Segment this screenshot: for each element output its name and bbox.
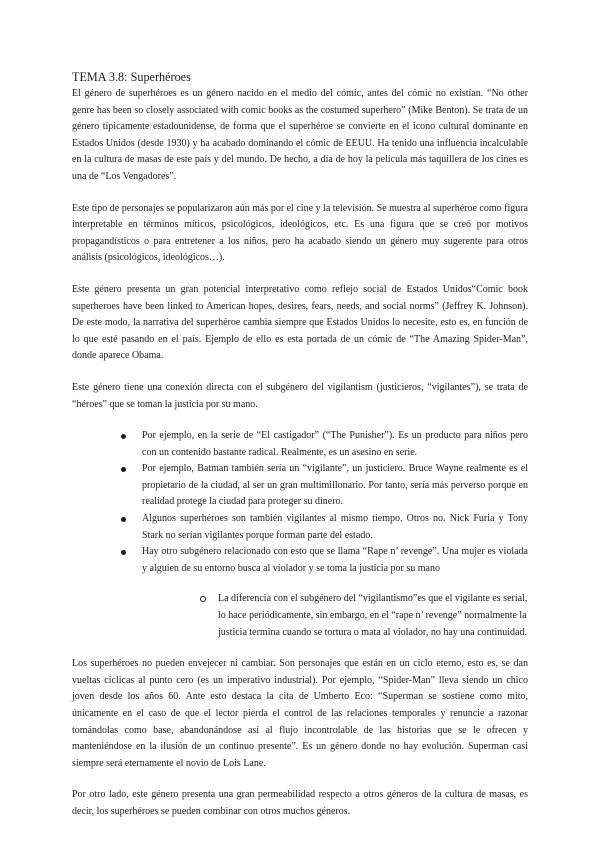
bullet-list <box>72 428 528 577</box>
document-title: TEMA 3.8: Superhéroes <box>72 70 191 84</box>
sub-bullet-text: La diferencia con el subgénero del “vigilantismo”es que el vigilante es serial, lo hace periódicamente, sin embargo, en el “rape n’ revenge” normalmente la justicia termina cuando se tortura o mata al violador, no hay una continuidad. <box>218 593 528 638</box>
bullet-text: Algunos superhéroes son también vigilantes al mismo tiempo. Otros no. Nick Furia y Tony Stark no serían vigilantes porque forman parte del estado. <box>142 513 528 541</box>
bullet-text: Por ejemplo, en la serie de “El castigador” (“The Punisher”). Es un producto para niños pero con un contenido bastante radical. Realmente, es un asesino en serie. <box>142 430 528 458</box>
bullet-dot-icon <box>121 550 126 555</box>
paragraph-gap <box>72 186 528 201</box>
paragraph-eternal-cycle: Los superhéroes no pueden envejecer ni cambiar. Son personajes que están en un ciclo eterno, esto es, se dan vueltas cíclicas al punto cero (es un imperativo industrial). Por ejemplo, “Spider-Man” lleva siendo un chico joven desde los años 60. Ante esto destaca la cita de Umberto Eco: “Superman se sostiene como mito, únicamente en el caso de que el lector pierda el control de las relaciones temporales y renuncie a razonar tomándolas como base, abandonándose así al flujo incontrolable de las historias que se le ofrecen y manteniéndose en la ilusión de un continuo presente”. Es un género donde no hay evolución. Superman casi siempre será eternamente el novio de Lois Lane. <box>72 658 528 769</box>
bullet-dot-icon <box>121 434 126 439</box>
paragraph-gap <box>72 772 528 787</box>
paragraph-popularity: Este tipo de personajes se popularizaron aún más por el cine y la televisión. Se muestra al superhéroe como figura interpretable en términos míticos, psicológicos, ideológicos, etc. Es una figura que se creó por motivos propagandísticos o para entretener a los niños, pero ha acabado siendo un género muy sugerente para otros análisis (psicológicos, ideológicos…). <box>72 202 528 264</box>
bullet-dot-icon <box>121 517 126 522</box>
bullet-item <box>142 544 528 577</box>
bullet-text: Por ejemplo, Batman también sería un “vigilante”, un justiciero. Bruce Wayne realmente es el propietario de la ciudad, al ser un gran multimillonario. Por tanto, sería más perverso porque en realidad protege la ciudad para proteger su dinero. <box>142 463 528 508</box>
paragraph-social-reflection: Este género presenta un gran potencial interpretativo como reflejo social de Estados Unidos“Comic book superheroes have been linked to American hopes, desires, fears, needs, and social norms” (Jeffrey K. Johnson). De este modo, la narrativa del superhéroe cambia siempre que Estados Unidos lo necesite, esto es, en función de lo que esté pasando en el país. Ejemplo de ello es esta portada de un cómic de “The Amazing Spider-Man”, donde aparece Obama. <box>72 283 528 362</box>
paragraph-gap <box>72 267 528 282</box>
paragraph-permeability: Por otro lado, este género presenta una gran permeabilidad respecto a otros géneros de la cultura de masas, es decir, los superhéroes se pueden combinar con otros muchos géneros. <box>72 789 528 817</box>
paragraph-intro: El género de superhéroes es un género nacido en el medio del cómic, antes del cómic no existían. “No other genre has been so closely associated with comic books as the costumed superhero” (Mike Benton). Se trata de un género típicamente estadounidense, de forma que el superhéroe se convierte en el icono cultural dominante en Estados Unidos (desde 1930) y ha acabado dominando el cómic de EEUU. Ha tenido una influencia incalculable en la cultura de masas de este país y del mundo. De hecho, a día de hoy la película más taquillera de los cines es una de “Los Vengadores”. <box>72 88 528 182</box>
paragraph-gap <box>72 641 528 656</box>
bullet-dot-icon <box>121 467 126 472</box>
paragraph-gap <box>72 365 528 380</box>
bullet-text: Hay otro subgénero relacionado con esto que se llama “Rape n’ revenge”. Una mujer es violada y alguien de su entorno busca al violador y se toma la justicia por su mano <box>142 546 528 574</box>
bullet-item <box>142 428 528 461</box>
sub-bullet-item <box>218 591 528 641</box>
bullet-item <box>142 461 528 511</box>
paragraph-gap <box>72 413 528 428</box>
paragraph-vigilantism: Este género tiene una conexión directa con el subgénero del vigilantism (justicieros, “vigilantes”), se trata de “héroes” que se toman la justicia por su mano. <box>72 381 528 410</box>
sub-bullet-circle-icon <box>200 596 206 602</box>
bullet-item <box>142 511 528 544</box>
